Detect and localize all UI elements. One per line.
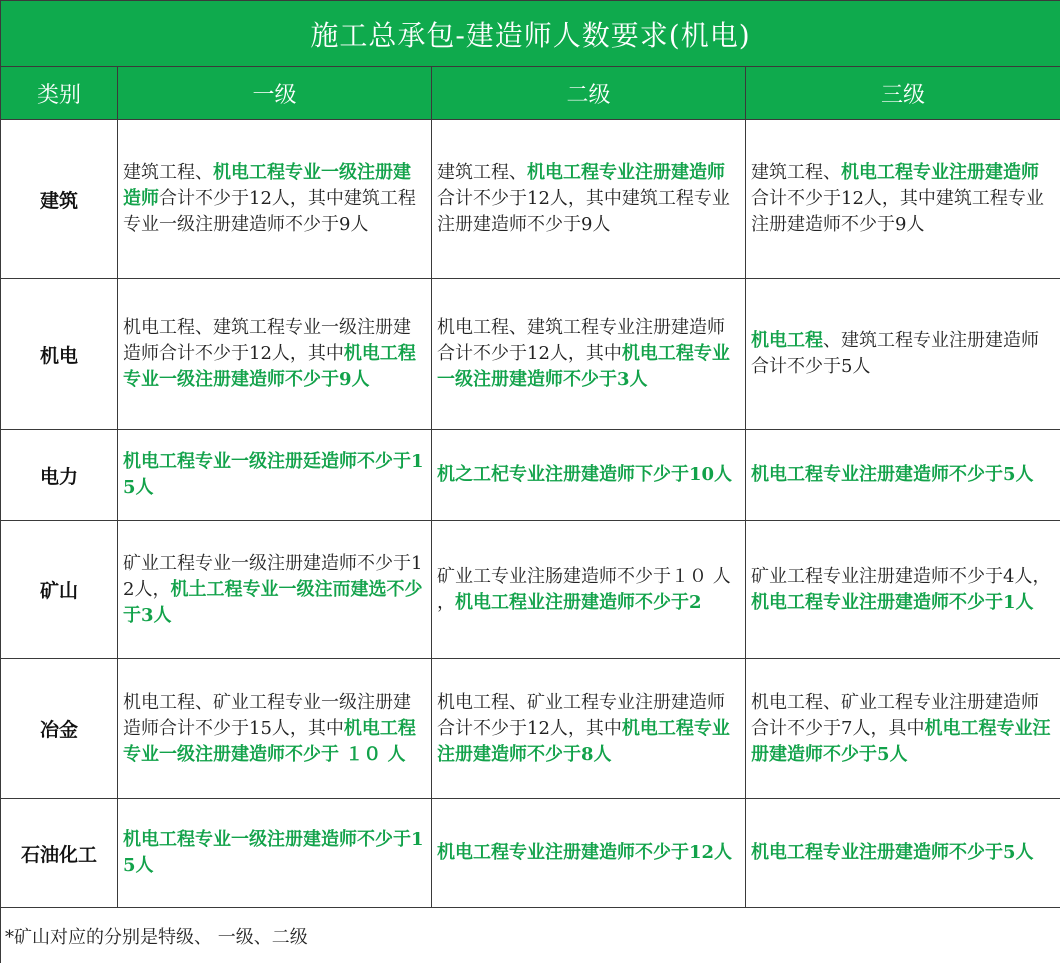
cell-text: 、建筑工程专业注册建造师合计不少于5人 bbox=[751, 330, 1039, 377]
requirement-cell bbox=[432, 521, 746, 659]
header-category: 类别 bbox=[1, 67, 118, 120]
highlight-text: 机电工程专业注册建造师不少于5人 bbox=[751, 464, 1034, 485]
table-row bbox=[1, 799, 1060, 908]
highlight-text: 机电工程专业一级注册建造师不少于3人 bbox=[437, 343, 730, 390]
requirement-cell bbox=[746, 799, 1060, 908]
table-row bbox=[1, 659, 1060, 799]
requirement-cell bbox=[118, 799, 432, 908]
highlight-text: 机电工程专业注册建造师不少于12人 bbox=[437, 842, 733, 863]
requirement-cell bbox=[746, 120, 1060, 279]
cell-text: 机电工程、矿业工程专业一级注册建造师合计不少于15人，其中 bbox=[123, 691, 411, 739]
highlight-text: 机电工程 bbox=[751, 330, 823, 351]
highlight-text: 机电工程专业一级注册建造师 bbox=[123, 162, 411, 209]
category-cell: 建筑 bbox=[1, 120, 118, 279]
requirement-cell bbox=[432, 659, 746, 799]
cell-text: 建筑工程、 bbox=[437, 162, 527, 183]
table-title: 施工总承包-建造师人数要求(机电) bbox=[1, 1, 1060, 67]
requirement-cell bbox=[118, 120, 432, 279]
highlight-text: 机电工程专业注册建造师 bbox=[841, 162, 1039, 183]
footnote: *矿山对应的分别是特级、 一级、二级 bbox=[1, 908, 1060, 963]
cell-text: 建筑工程、 bbox=[123, 162, 213, 183]
cell-text: 矿业工专业注肠建造师不少于１０ 人 ， bbox=[437, 565, 731, 613]
category-cell: 机电 bbox=[1, 279, 118, 430]
requirement-cell bbox=[118, 521, 432, 659]
cell-text: 机电工程、建筑工程专业注册建造师合计不少于12人，其中 bbox=[437, 317, 725, 364]
cell-text: 机电工程、建筑工程专业一级注册建造师合计不少于12人，其中 bbox=[123, 317, 411, 364]
table-row bbox=[1, 430, 1060, 521]
highlight-text: 机土工程专业一级注而建选不少于3人 bbox=[123, 578, 423, 626]
highlight-text: 机电工程专业一级注册廷造师不少于15人 bbox=[123, 451, 424, 498]
requirement-cell bbox=[432, 279, 746, 430]
highlight-text: 机电工程专业一级注册建造师不少于15人 bbox=[123, 829, 424, 876]
cell-text: 矿业工程专业注册建造师不少于4人， bbox=[751, 565, 1051, 587]
table-row bbox=[1, 279, 1060, 430]
header-level-1: 一级 bbox=[118, 67, 432, 120]
requirement-cell bbox=[746, 279, 1060, 430]
note-row bbox=[1, 908, 1060, 963]
table-row bbox=[1, 120, 1060, 279]
highlight-text: 机电工程专业注册建造师不少于1人 bbox=[751, 591, 1034, 613]
requirement-cell bbox=[432, 120, 746, 279]
requirement-cell bbox=[432, 430, 746, 521]
cell-text: 机电工程、矿业工程专业注册建造师合计不少于7人，具中 bbox=[751, 691, 1039, 739]
highlight-text: 机之工杞专业注册建造师下少于10人 bbox=[437, 464, 733, 485]
header-level-2: 二级 bbox=[432, 67, 746, 120]
highlight-text: 机电工程专业注册建造师 bbox=[527, 162, 725, 183]
highlight-text: 机电工程专业一级注册建造师不少于9人 bbox=[123, 343, 416, 390]
cell-text: 合计不少于12人，其中建筑工程专业注册建造师不少于9人 bbox=[751, 188, 1044, 235]
requirement-cell bbox=[746, 521, 1060, 659]
cell-text: 合计不少于12人，其中建筑工程专业注册建造师不少于9人 bbox=[437, 188, 730, 235]
category-cell: 冶金 bbox=[1, 659, 118, 799]
cell-text: 建筑工程、 bbox=[751, 162, 841, 183]
requirement-cell bbox=[746, 659, 1060, 799]
requirement-cell bbox=[746, 430, 1060, 521]
category-cell: 石油化工 bbox=[1, 799, 118, 908]
cell-text: 矿业工程专业一级注册建造师不少于12人， bbox=[123, 552, 423, 600]
highlight-text: 机电工程专业一级注册建造师不少于 １０ 人 bbox=[123, 717, 416, 765]
cell-text: 合计不少于12人，其中建筑工程专业一级注册建造师不少于9人 bbox=[123, 188, 416, 235]
requirement-cell bbox=[118, 430, 432, 521]
requirement-cell bbox=[118, 279, 432, 430]
category-cell: 矿山 bbox=[1, 521, 118, 659]
highlight-text: 机电工程专业汪册建造师不少于5人 bbox=[751, 717, 1051, 765]
title-row bbox=[1, 1, 1060, 67]
highlight-text: 机电工程业注册建造师不少于2 bbox=[455, 591, 702, 613]
requirement-cell bbox=[432, 799, 746, 908]
header-row bbox=[1, 67, 1060, 120]
requirement-cell bbox=[118, 659, 432, 799]
highlight-text: 机电工程专业注册建造师不少于5人 bbox=[751, 842, 1034, 863]
highlight-text: 机电工程专业注册建造师不少于8人 bbox=[437, 717, 730, 765]
category-cell: 电力 bbox=[1, 430, 118, 521]
cell-text: 机电工程、矿业工程专业注册建造师合计不少于12人，其中 bbox=[437, 691, 725, 739]
table-row bbox=[1, 521, 1060, 659]
header-level-3: 三级 bbox=[746, 67, 1060, 120]
